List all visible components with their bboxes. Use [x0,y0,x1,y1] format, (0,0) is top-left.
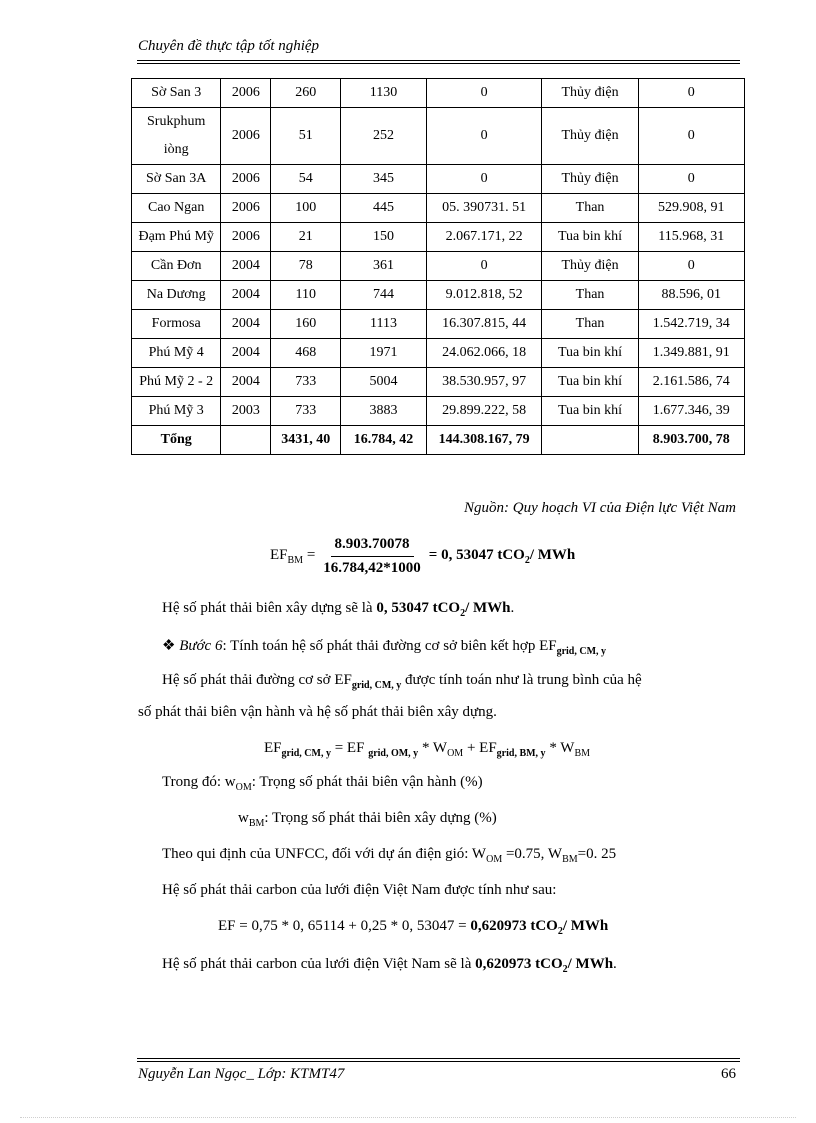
table-row [132,339,745,368]
capacity-cell: 54 [271,165,341,194]
fuel-amount-cell: 29.899.222, 58 [426,397,542,426]
fuel-amount-cell: 144.308.167, 79 [426,426,542,455]
emission-cell: 529.908, 91 [638,194,744,223]
formula-ef-cm: $EF_{grid, CM, y}$ = EF $_{grid, OM, y} * W_{OM} + EF_{grid, BM, y} * W_{BM}$ [264,740,591,759]
generation-cell: 1971 [341,339,427,368]
emission-cell: 2.161.586, 74 [638,368,744,397]
generation-cell: 252 [341,108,427,165]
emission-cell: 0 [638,108,744,165]
where-w-bm: $w_{BM}$: Trọng số phát thải biên xây dựng (%) [238,810,497,829]
generation-cell: 361 [341,252,427,281]
table-row [132,165,745,194]
plant-name-cell: Na Dương [132,281,221,310]
plant-name-cell: Cao Ngan [132,194,221,223]
header-rule-secondary [137,63,740,64]
plant-name-cell: Sờ San 3A [132,165,221,194]
year-cell: 2003 [221,397,271,426]
generation-cell: 1113 [341,310,427,339]
capacity-cell: 100 [271,194,341,223]
table-row [132,79,745,108]
paragraph-unfcc-weights: Theo qui định của UNFCC, đối với dự án điện gió: $W_{OM} =0.75$, $W_{BM}=0$. 25 [162,846,617,865]
year-cell: 2006 [221,79,271,108]
capacity-cell: 78 [271,252,341,281]
emission-cell: 88.596, 01 [638,281,744,310]
capacity-cell: 110 [271,281,341,310]
fuel-amount-cell: 05. 390731. 51 [426,194,542,223]
where-w-om: Trong đó: $w_{OM}$: Trọng số phát thải biên vận hành (%) [162,774,483,793]
fraction-numerator: 8.903.70078 [331,536,414,557]
capacity-cell: 51 [271,108,341,165]
fuel-amount-cell: 38.530.957, 97 [426,368,542,397]
year-cell [221,426,271,455]
formula-ef-bm [270,536,575,577]
table-row [132,281,745,310]
year-cell: 2004 [221,368,271,397]
plant-type-cell [542,426,638,455]
year-cell: 2004 [221,281,271,310]
generation-cell: 744 [341,281,427,310]
fuel-amount-cell: 2.067.171, 22 [426,223,542,252]
table-row [132,368,745,397]
generation-cell: 445 [341,194,427,223]
plant-type-cell: Thủy điện [542,165,638,194]
plant-type-cell: Than [542,310,638,339]
table-row [132,194,745,223]
emission-cell: 1.349.881, 91 [638,339,744,368]
paragraph-cm-line2: số phát thải biên vận hành và hệ số phát thải biên xây dựng. [138,704,497,720]
emission-cell: 0 [638,165,744,194]
emission-cell: 1.677.346, 39 [638,397,744,426]
plant-name-cell: Srukphum iòng [132,108,221,165]
capacity-cell: 160 [271,310,341,339]
page-header-title: Chuyên đề thực tập tốt nghiệp [138,38,320,54]
fuel-amount-cell: 0 [426,165,542,194]
generation-cell: 1130 [341,79,427,108]
bullet-icon: ❖ [162,638,176,654]
plant-name-cell: Formosa [132,310,221,339]
table-total-row [132,426,745,455]
page-footer [138,1066,738,1083]
emission-cell: 0 [638,79,744,108]
formula-ef-final: EF = 0,75 * 0, 65114 + 0,25 * 0, 53047 = 0,620973 tCO$_2$/ MWh [218,918,609,937]
generation-cell: 345 [341,165,427,194]
plant-name-cell: Phú Mỹ 4 [132,339,221,368]
paragraph-step-6: ❖ Bước 6: Tính toán hệ số phát thải đường cơ sở biên kết hợp $EF_{grid, CM, y}$ [162,638,607,657]
capacity-cell: 468 [271,339,341,368]
fuel-amount-cell: 0 [426,252,542,281]
generation-cell: 5004 [341,368,427,397]
emission-cell: 0 [638,252,744,281]
plant-name-cell: Phú Mỹ 3 [132,397,221,426]
table-row [132,108,745,165]
table-row [132,223,745,252]
table-row [132,252,745,281]
footer-rule-secondary [137,1061,740,1062]
emission-cell: 1.542.719, 34 [638,310,744,339]
footer-rule [137,1058,740,1059]
footer-author: Nguyễn Lan Ngọc_ Lớp: KTMT47 [138,1066,345,1082]
capacity-cell: 260 [271,79,341,108]
table-row [132,397,745,426]
formula-lhs: $EF_{BM}$ = [270,547,316,566]
table-row [132,310,745,339]
capacity-cell: 733 [271,397,341,426]
header-rule [137,60,740,61]
formula-result: = 0, 53047 tCO$_2$/ MWh [428,547,576,566]
generation-cell: 16.784, 42 [341,426,427,455]
fuel-amount-cell: 0 [426,108,542,165]
page-number: 66 [721,1066,736,1082]
capacity-cell: 3431, 40 [271,426,341,455]
plant-type-cell: Tua bin khí [542,223,638,252]
plant-type-cell: Thủy điện [542,108,638,165]
year-cell: 2004 [221,339,271,368]
plant-type-cell: Thủy điện [542,252,638,281]
plant-type-cell: Tua bin khí [542,397,638,426]
year-cell: 2004 [221,310,271,339]
year-cell: 2006 [221,194,271,223]
year-cell: 2004 [221,252,271,281]
fraction-denominator: 16.784,42*1000 [323,560,421,576]
paragraph-carbon-result: Hệ số phát thải carbon của lưới điện Việt Nam sẽ là 0,620973 tCO$_2$/ MWh. [162,956,617,975]
year-cell: 2006 [221,108,271,165]
fuel-amount-cell: 16.307.815, 44 [426,310,542,339]
year-cell: 2006 [221,165,271,194]
generation-cell: 3883 [341,397,427,426]
plant-name-cell: Tổng [132,426,221,455]
plant-name-cell: Đạm Phú Mỹ [132,223,221,252]
paragraph-carbon-intro: Hệ số phát thải carbon của lưới điện Việt Nam được tính như sau: [162,882,557,898]
paragraph-bm-result: Hệ số phát thải biên xây dựng sẽ là 0, 53047 tCO$_2$/ MWh. [162,600,515,619]
plant-type-cell: Tua bin khí [542,368,638,397]
formula-fraction [319,536,425,577]
year-cell: 2006 [221,223,271,252]
emission-cell: 8.903.700, 78 [638,426,744,455]
power-plant-table [131,78,745,455]
plant-type-cell: Than [542,281,638,310]
fuel-amount-cell: 9.012.818, 52 [426,281,542,310]
capacity-cell: 21 [271,223,341,252]
plant-name-cell: Sờ San 3 [132,79,221,108]
plant-type-cell: Tua bin khí [542,339,638,368]
page-edge-dotted-line [20,1117,796,1118]
plant-name-cell: Cần Đơn [132,252,221,281]
capacity-cell: 733 [271,368,341,397]
plant-type-cell: Thủy điện [542,79,638,108]
plant-type-cell: Than [542,194,638,223]
emission-cell: 115.968, 31 [638,223,744,252]
fuel-amount-cell: 0 [426,79,542,108]
generation-cell: 150 [341,223,427,252]
paragraph-cm-line1: Hệ số phát thải đường cơ sở $EF_{grid, CM, y}$ được tính toán như là trung bình của hệ [162,672,642,691]
plant-name-cell: Phú Mỹ 2 - 2 [132,368,221,397]
table-source-note: Nguồn: Quy hoạch VI của Điện lực Việt Nam [463,500,736,516]
fuel-amount-cell: 24.062.066, 18 [426,339,542,368]
